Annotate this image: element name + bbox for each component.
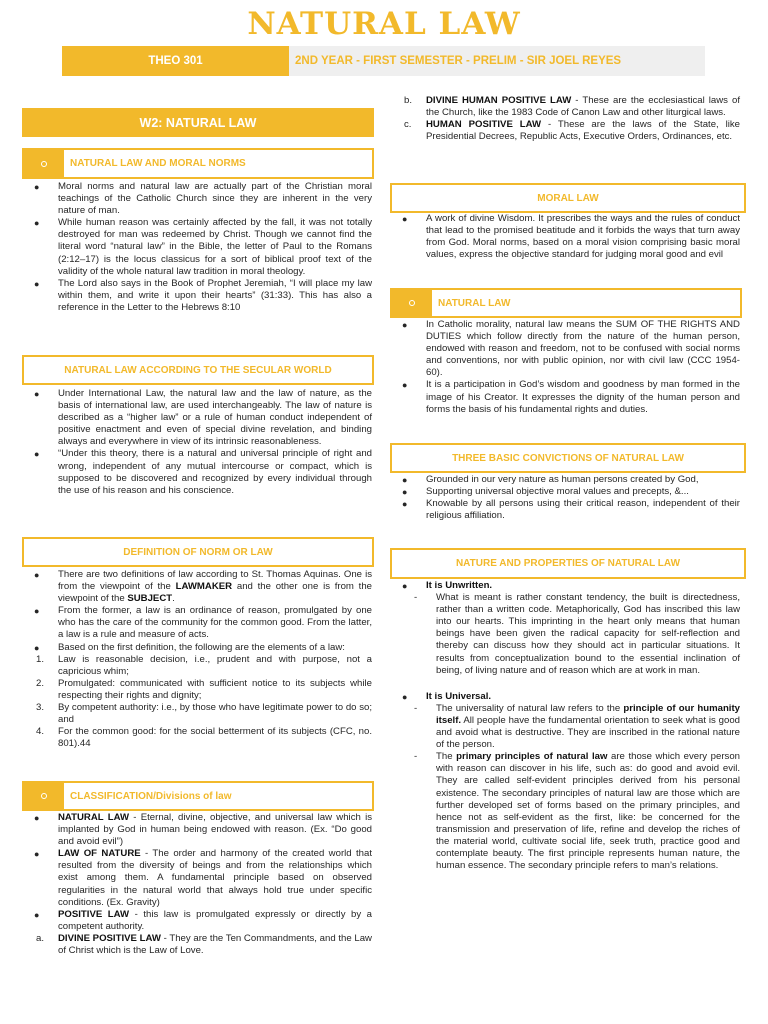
list-item: ● It is a participation in God’s wisdom and goodness by man formed in the image of his Creator. It expresses the dignity of the human person and forms the basis of his fundamental rights and duties.: [402, 379, 740, 415]
section-body-moral-law: [390, 213, 740, 261]
section-heading-classification: [22, 781, 374, 811]
section-heading-label: NATURAL LAW: [438, 297, 511, 309]
list-item: ● In Catholic morality, natural law means the SUM OF THE RIGHTS AND DUTIES which follow directly from the nature of the human person, endowed with reason and freedom, not to be confused with social norms and conventions, nor with public opinion, nor with civil law (CCC 1954-60).: [402, 319, 740, 379]
list-item: ● Under International Law, the natural law and the law of nature, as the basis of international law, are used interchangeably. The law of nature is described as a “higher law” or a rule of human conduct independent of positive enactment and even of special divine revelation, and binding always and everywhere in view of its intrinsic reasonableness.: [34, 388, 372, 448]
section-icon: [24, 150, 64, 177]
numbered-item: 4. For the common good: for the social betterment of its subjects (CFC, no. 801).44: [36, 726, 372, 750]
list-item: ● NATURAL LAW - Eternal, divine, objective, and universal law which is implanted by God in human being endowed with reason. (Ex. “Do good and avoid evil”): [34, 812, 372, 848]
section-body-classification: [22, 812, 372, 957]
list-item: ● “Under this theory, there is a natural and universal principle of right and wrong, independent of any mutual intercourse or compact, which is supposed to be discovered and recognized by every individual through the use of his reason and his conscience.: [34, 448, 372, 496]
numbered-item: 3. By competent authority: i.e., by those who have legitimate power to do so; and: [36, 702, 372, 726]
section-heading-secular-world: NATURAL LAW ACCORDING TO THE SECULAR WORLD: [22, 355, 374, 385]
list-item: ● It is Unwritten.: [402, 580, 493, 591]
section-body-natural-law: [390, 319, 740, 416]
page-title: NATURAL LAW: [247, 6, 521, 42]
lettered-item: a. DIVINE POSITIVE LAW - They are the Ten Commandments, and the Law of Christ which is the Law of Love.: [36, 932, 372, 957]
lettered-item: c. HUMAN POSITIVE LAW - These are the laws of the State, like Presidential Decrees, Republic Acts, Executive Orders, Ordinances, etc.: [404, 119, 740, 143]
section-body-nature-properties: [390, 580, 740, 872]
list-item: ● Supporting universal objective moral values and precepts, &...: [402, 486, 689, 498]
section-body-three-convictions: [390, 474, 740, 522]
list-item: ● POSITIVE LAW - this law is promulgated expressly or directly by a competent authority.: [34, 908, 373, 932]
section-heading-label: CLASSIFICATION/Divisions of law: [70, 790, 232, 802]
section-heading-moral-law: MORAL LAW: [390, 183, 746, 213]
section-heading-definition: DEFINITION OF NORM OR LAW: [22, 537, 374, 567]
numbered-item: 1. Law is reasonable decision, i.e., prudent and with purpose, not a capricious whim;: [36, 653, 372, 677]
course-code: THEO 301: [62, 46, 289, 76]
list-item: ● It is Universal.: [402, 690, 492, 702]
numbered-item: 2. Promulgated: communicated with sufficient notice to its subjects while respecting their rights and dignity;: [36, 677, 372, 701]
list-item: ● Grounded in our very nature as human persons created by God,: [402, 474, 699, 485]
section-icon: [24, 783, 64, 809]
list-item: ● Based on the first definition, the following are the elements of a law:: [34, 641, 345, 653]
list-item: ● Moral norms and natural law are actually part of the Christian moral teachings of the Catholic Church since they are inherent in the very nature of man.: [34, 181, 372, 217]
list-item: ● A work of divine Wisdom. It prescribes the ways and the rules of conduct that lead to the promised beatitude and it forbids the ways that turn away from God. Moral norms, based on a moral vision comprising basic moral values, express the objective standard for judging moral good and evil: [402, 213, 740, 261]
course-info: 2ND YEAR - FIRST SEMESTER - PRELIM - SIR JOEL REYES: [289, 46, 705, 76]
week-heading: W2: NATURAL LAW: [22, 108, 374, 137]
course-banner: [62, 46, 705, 76]
section-heading-natural-law: [390, 288, 742, 318]
section-heading-nature-properties: NATURE AND PROPERTIES OF NATURAL LAW: [390, 548, 746, 579]
section-heading-natural-law-moral-norms: [22, 148, 374, 179]
list-item: ● LAW OF NATURE - The order and harmony of the created world that resulted from the diversity of beings and from the relationships which exist among them. A fundamental principle based on observed regularities in the natural world that always hold true under specific conditions. (Ex. Gravity): [34, 848, 372, 908]
list-item: ● While human reason was certainly affected by the fall, it was not totally destroyed for man was redeemed by Christ. Though we cannot find the literal word “natural law” in the Bible, the letter of Paul to the Romans (2:12–17) is the locus classicus for a sort of biblical proof text of the validity of the whole natural law tradition in moral theology.: [34, 217, 372, 277]
dash-item: - The universality of natural law refers to the principle of our humanity itself. All people have the fundamental orientation to seek what is good and avoid what is destructive. They are inscribed in the rational nature of the person.: [414, 702, 740, 751]
classification-continued: [390, 95, 740, 143]
section-icon: [392, 290, 432, 316]
list-item: ● The Lord also says in the Book of Prophet Jeremiah, “I will place my law within them, and write it upon their hearts” (31:33). This has also a reference in the Letter to the Hebrews 8:10: [34, 277, 372, 313]
section-heading-three-convictions: THREE BASIC CONVICTIONS OF NATURAL LAW: [390, 443, 746, 473]
section-body-definition: [22, 569, 372, 750]
section-body-natural-law-moral-norms: [22, 181, 372, 314]
section-heading-label: NATURAL LAW AND MORAL NORMS: [70, 158, 246, 169]
lettered-item: b. DIVINE HUMAN POSITIVE LAW - These are the ecclesiastical laws of the Church, like the 1983 Code of Canon Law and other liturgical laws.: [404, 95, 740, 119]
dash-item: - The primary principles of natural law are those which every person with reason can discover in his life, such as: do good and avoid evil. They are called self-evident principles derived from his personal existence. The secondary principles of natural law are those which are further developed set of forms based on the primary principles, and hence not as self-evident as the first, like: be concerned for the transmission and preservation of life, refine and develop the riches of the material world, cultivate social life, seek truth, practice good and contemplate beauty. The first principle represents human nature, the human essence. The secondary principle refers to man’s relations.: [414, 751, 740, 872]
list-item: ● Knowable by all persons using their critical reason, independent of their religious affiliation.: [402, 498, 740, 522]
section-body-secular-world: [22, 388, 372, 497]
list-item: ● From the former, a law is an ordinance of reason, promulgated by one who has the care of the community for the common good. From the latter, a law is a rule and measure of acts.: [34, 605, 372, 641]
dash-item: - What is meant is rather constant tendency, the built is directedness, rather than a written code. Metaphorically, God has inscribed this law into our hearts. This imprinting in the heart only means that human beings have been given the radical capacity for self-reflection and thereby can discuss how they should act in particular situations. It results from conceptualization bound to the essential inclination of being, of living nature and of reason which are at work in man.: [414, 592, 740, 676]
list-item: ● There are two definitions of law according to St. Thomas Aquinas. One is from the viewpoint of the LAWMAKER and the other one is from the viewpoint of the SUBJECT.: [34, 569, 373, 605]
